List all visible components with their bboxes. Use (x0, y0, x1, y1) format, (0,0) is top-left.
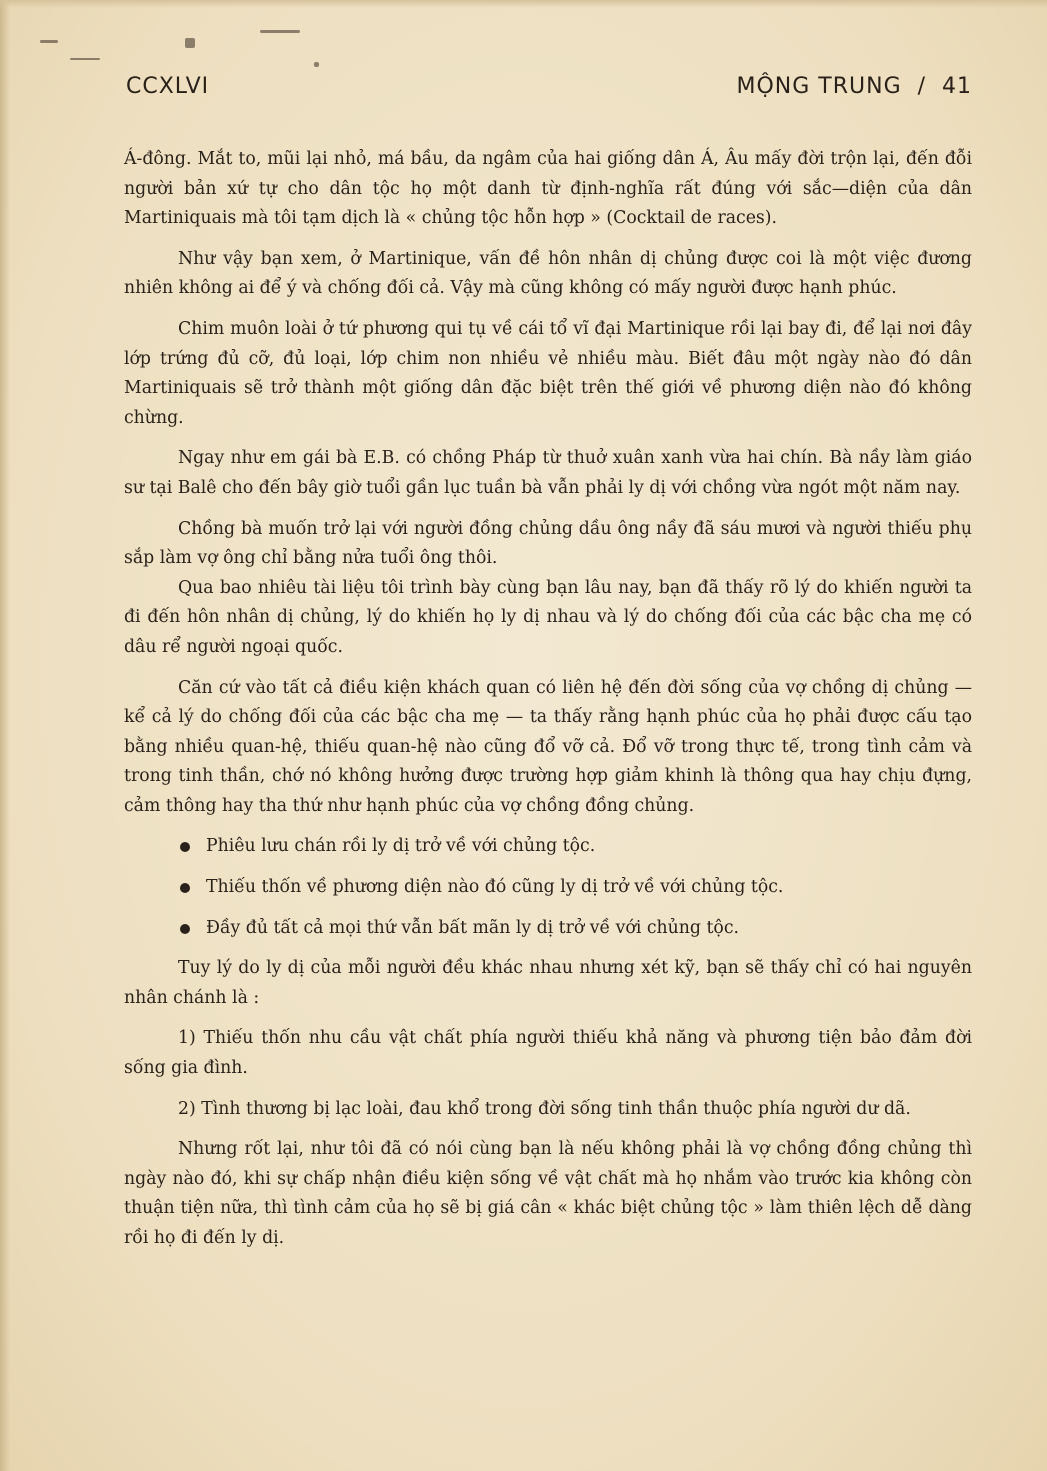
print-speck (260, 30, 300, 33)
author-page-number: MỘNG TRUNG / 41 (736, 74, 972, 99)
bullet-text: Thiếu thốn về phương diện nào đó cũng ly dị trở về với chủng tộc. (206, 877, 784, 898)
numbered-point: 1) Thiếu thốn nhu cầu vật chất phía người thiếu khả năng và phương tiện bảo đảm đời sống gia đình. (124, 1028, 972, 1079)
bullet-dot-icon (180, 924, 190, 934)
running-header (126, 74, 972, 108)
bullet-dot-icon (180, 883, 190, 893)
paragraph: Ngay như em gái bà E.B. có chồng Pháp từ thuở xuân xanh vừa hai chín. Bà nầy làm giáo sư tại Balê cho đến bây giờ tuổi gần lục tuần bà vẫn phải ly dị với chồng vừa ngót một năm nay. (124, 448, 972, 498)
paragraph: Qua bao nhiêu tài liệu tôi trình bày cùng bạn lâu nay, bạn đã thấy rõ lý do khiến người ta đi đến hôn nhân dị chủng, lý do khiến họ ly dị nhau và lý do chống đối của các bậc cha mẹ có dâu rể người ngoại quốc. (124, 577, 972, 657)
print-speck (70, 58, 100, 60)
bullet-item (124, 832, 972, 862)
paragraph: Chồng bà muốn trở lại với người đồng chủng dầu ông nầy đã sáu mươi và người thiếu phụ sắp làm vợ ông chỉ bằng nửa tuổi ông thôi. (124, 518, 972, 569)
paragraph: Tuy lý do ly dị của mỗi người đều khác nhau nhưng xét kỹ, bạn sẽ thấy chỉ có hai nguyên nhân chánh là : (124, 958, 972, 1008)
bullet-item (124, 873, 972, 903)
print-speck (185, 38, 195, 48)
paragraph: Nhưng rốt lại, như tôi đã có nói cùng bạn là nếu không phải là vợ chồng đồng chủng thì ngày nào đó, khi sự chấp nhận điều kiện sống về vật chất mà họ nhắm vào trước kia không còn thuận tiện nữa, thì tình cảm của họ sẽ bị giá cân « khác biệt chủng tộc » làm thiên lệch dễ dàng rồi họ đi đến ly dị. (124, 1139, 972, 1248)
page-left-shadow (0, 0, 10, 1471)
page-top-shadow (0, 0, 1047, 8)
paragraph: Chim muôn loài ở tứ phương qui tụ về cái tổ vĩ đại Martinique rồi lại bay đi, để lại nơi đây lớp trứng đủ cỡ, đủ loại, lớp chim non nhiều vẻ nhiều màu. Biết đâu một ngày nào đó dân Martiniquais sẽ trở thành một giống dân đặc biệt trên thế giới về phương diện nào đó không chừng. (124, 318, 972, 428)
print-speck (40, 40, 58, 43)
paragraph: Căn cứ vào tất cả điều kiện khách quan có liên hệ đến đời sống của vợ chồng dị chủng — kể cả lý do chống đối của các bậc cha mẹ — ta thấy rằng hạnh phúc của họ phải được cấu tạo bằng nhiều quan-hệ, thiếu quan-hệ nào cũng đổ vỡ cả. Đổ vỡ trong thực tế, trong tình cảm và trong tinh thần, chớ nó không hưởng được trường hợp giảm khinh là thông qua hay chịu đựng, cảm thông hay tha thứ như hạnh phúc của vợ chồng đồng chủng. (124, 677, 972, 816)
bullet-text: Đầy đủ tất cả mọi thứ vẫn bất mãn ly dị trở về với chủng tộc. (206, 917, 740, 938)
bullet-text: Phiêu lưu chán rồi ly dị trở về với chủng tộc. (206, 836, 596, 857)
bullet-item (124, 914, 972, 944)
paragraph: Á-đông. Mắt to, mũi lại nhỏ, má bầu, da ngâm của hai giống dân Á, Âu mấy đời trộn lại, đến đỗi người bản xứ tự cho dân tộc họ một danh từ định-nghĩa rất đúng với sắc—diện của dân Martiniquais mà tôi tạm dịch là « chủng tộc hỗn hợp » (Cocktail de races). (124, 149, 972, 229)
chapter-number: CCXLVI (126, 74, 210, 99)
paragraph: Như vậy bạn xem, ở Martinique, vấn đề hôn nhân dị chủng được coi là một việc đương nhiên không ai để ý và chống đối cả. Vậy mà cũng không có mấy người được hạnh phúc. (124, 248, 972, 299)
print-speck (314, 62, 319, 67)
page-body (124, 145, 972, 1254)
numbered-point: 2) Tình thương bị lạc loài, đau khổ trong đời sống tinh thần thuộc phía người dư dã. (178, 1098, 911, 1119)
